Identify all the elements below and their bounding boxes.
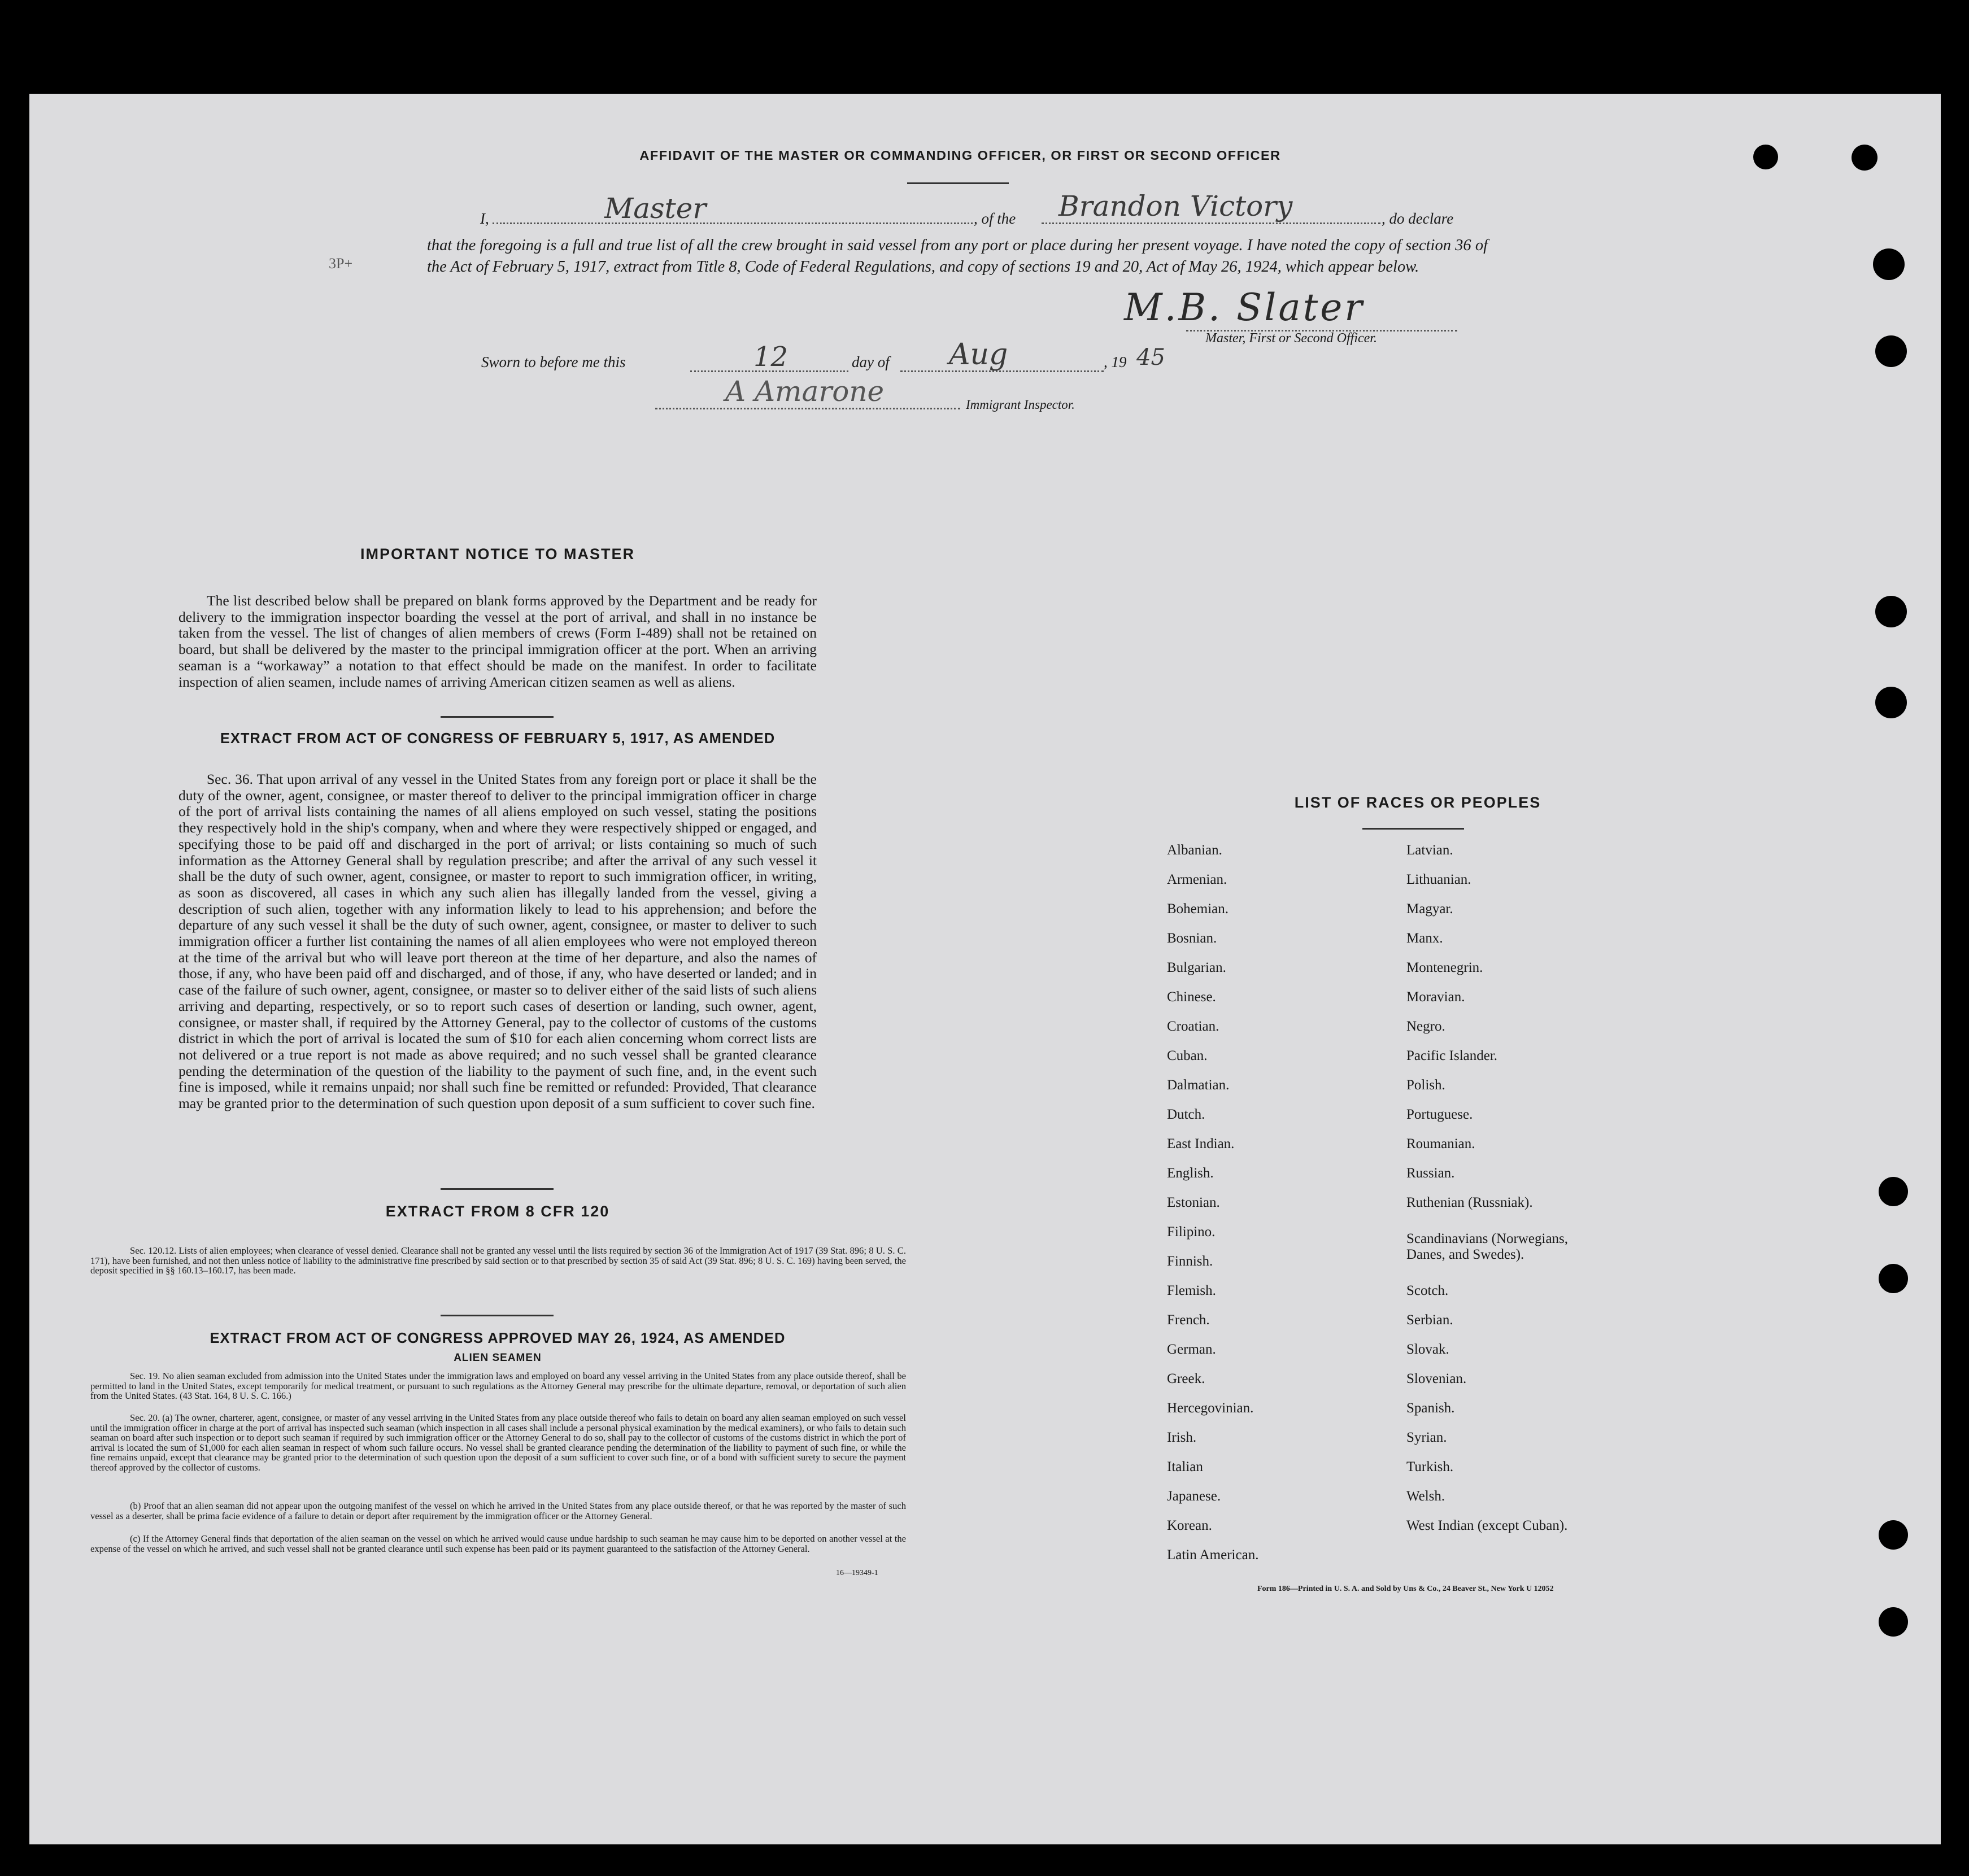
punch-hole [1879,1607,1908,1637]
signature-caption: Master, First or Second Officer. [1205,331,1377,346]
punch-hole [1875,687,1907,718]
vessel-name-value: Brandon Victory [1058,190,1293,222]
inspector-value: A Amarone [725,375,885,408]
race-item: Welsh. [1406,1489,1445,1504]
race-item: Negro. [1406,1019,1445,1034]
race-item: Spanish. [1406,1401,1455,1416]
race-item: Serbian. [1406,1312,1453,1328]
race-item: Bulgarian. [1167,960,1226,975]
race-item: Greek. [1167,1371,1205,1386]
race-item: Magyar. [1406,901,1453,917]
extract-1924-sec20b: (b) Proof that an alien seaman did not appear upon the outgoing manifest of the vessel on which he arrived in the United States from any place outside thereof, or that he was reported by the master of such vessel as a deserter, shall be prima facie evidence of a failure to detain or deport after requirement by the immigration officer or the Attorney General. [90,1500,906,1521]
signature-value: M.B. Slater [1124,286,1365,329]
race-item: Slovak. [1406,1342,1449,1357]
extract-1924-heading: EXTRACT FROM ACT OF CONGRESS APPROVED MAY 26, 1924, AS AMENDED [210,1330,786,1346]
race-item: Dalmatian. [1167,1077,1230,1093]
race-item: Slovenian. [1406,1371,1467,1386]
section-rule [441,1315,554,1316]
extract-1917-heading: EXTRACT FROM ACT OF CONGRESS OF FEBRUARY 5, 1917, AS AMENDED [220,731,776,747]
race-item: Latvian. [1406,843,1453,858]
race-item: Hercegovinian. [1167,1401,1254,1416]
race-item: Cuban. [1167,1048,1208,1063]
sworn-label: Sworn to before me this [481,354,626,370]
race-item: Chinese. [1167,989,1216,1005]
section-rule [441,716,554,718]
year-value: 45 [1136,344,1165,370]
affidavit-body: that the foregoing is a full and true list of all the crew brought in said vessel from any port or place during her present voyage. I have noted the copy of section 36 of the Act of February 5, 1917, extract from Title 8, Code of Federal Regulations, and copy of sections 19 and 20, Act of May 26, 1924, which appear below. [427,237,1488,276]
race-item: Roumanian. [1406,1136,1475,1151]
alien-seamen-subheading: ALIEN SEAMEN [454,1352,542,1364]
punch-hole [1879,1520,1908,1550]
race-item: Italian [1167,1459,1203,1474]
month-value: Aug [949,338,1008,372]
master-name-value: Master [604,192,707,225]
extract-1924-sec19: Sec. 19. No alien seaman excluded from admission into the United States under the immigration laws and employed on board any vessel arriving in the United States from any place outside thereof, shall be permitted to land in the United States, except temporarily for medical treatment, or pursuant to such regulations as the Attorney General may prescribe for the ultimate departure, removal, or deportation of such alien from the United States. (43 Stat. 164, 8 U. S. C. 166.) [90,1371,906,1402]
race-item: West Indian (except Cuban). [1406,1518,1568,1533]
race-item: Manx. [1406,931,1443,946]
race-item: French. [1167,1312,1210,1328]
punch-hole [1879,1264,1908,1293]
punch-hole [1879,1177,1908,1206]
punch-hole [1852,145,1877,171]
race-item: Estonian. [1167,1195,1220,1210]
race-item: Korean. [1167,1518,1212,1533]
year-prefix: , 19 [1104,354,1127,370]
day-value: 12 [753,341,789,373]
race-item: Albanian. [1167,843,1222,858]
race-item: Scandinavians (Norwegians, Danes, and Swedes). [1406,1231,1569,1262]
notice-heading: IMPORTANT NOTICE TO MASTER [360,546,635,562]
punch-hole [1875,596,1907,627]
punch-hole [1753,145,1778,169]
race-item: German. [1167,1342,1216,1357]
race-item: Lithuanian. [1406,872,1471,887]
race-item: Filipino. [1167,1224,1216,1240]
races-heading: LIST OF RACES OR PEOPLES [1294,794,1541,811]
i-label: I, [480,210,489,227]
punch-hole [1873,248,1905,280]
section-rule [441,1188,554,1190]
race-item: Turkish. [1406,1459,1454,1474]
day-of-label: day of [852,354,890,370]
race-item: Irish. [1167,1430,1197,1445]
race-item: Ruthenian (Russniak). [1406,1195,1533,1210]
extract-1924-sec20a: Sec. 20. (a) The owner, charterer, agent, consignee, or master of any vessel arriving in the United States from any place outside thereof who fails to detain on board any alien seaman employed on such vessel until the immigration officer in charge at the port of arrival has inspected such seaman (which inspection in all cases shall include a personal physical examination by the medical examiners), or who fails to detain such seaman on board after such inspection or to deport such seaman if required by such immigration officer or the Attorney General to do so, shall pay to the collector of customs of the customs district in which the port of arrival is located the sum of $1,000 for each alien seaman in respect of whom such failure occurs. No vessel shall be granted clearance pending the determination of the liability to payment of such fine, or while the fine remains unpaid, except that clearance may be granted prior to the determination of such question upon the deposit of a sum sufficient to cover such fine, or of a bond with sufficient surety to secure the payment thereof approved by the collector of customs. [90,1412,906,1473]
extract-1917-text: Sec. 36. That upon arrival of any vessel in the United States from any foreign port or place it shall be the duty of the owner, agent, consignee, or master thereof to deliver to the principal immigration officer in charge of the port of arrival lists containing the names of all aliens employed on such vessel, stating the positions they respectively hold in the ship's company, when and where they were respectively shipped or engaged, and specifying those to be paid off and discharged in the port of arrival; or lists containing so much of such information as the Attorney General shall by regulation prescribe; and after the arrival of any such vessel it shall be the duty of such owner, agent, consignee, or master to report to such immigration officer, in writing, as soon as discovered, all cases in which any such alien has illegally landed from the vessel, giving a description of such alien, together with any information likely to lead to his apprehension; and before the departure of any such vessel it shall be the duty of such owner, agent, consignee, or master to deliver to such immigration officer a further list containing the names of all alien employees who were not employed thereon at the time of the arrival but who will leave port thereon at the time of her departure, and also the names of those, if any, who have been paid off and discharged, and of those, if any, who have deserted or landed; and in case of the failure of such owner, agent, consignee, or master so to deliver either of the said lists of such aliens arriving and departing, respectively, or so to report such cases of desertion or landing, such owner, agent, consignee, or master shall, if required by the Attorney General, pay to the collector of customs of the customs district in which the port of arrival is located the sum of $10 for each alien concerning whom correct lists are not delivered or a true report is not made as above required; and no such vessel shall be granted clearance pending the determination of the question of the liability to the payment of such fine, and, in the event such fine is imposed, while it remains unpaid; nor shall such fine be remitted or refunded: Provided, That clearance may be granted prior to the determination of such question upon deposit of a sum sufficient to cover such fine. [178,771,817,1112]
race-item: Russian. [1406,1166,1455,1181]
race-item: Bosnian. [1167,931,1217,946]
signature-line [1186,305,1457,331]
race-item: Syrian. [1406,1430,1447,1445]
race-item: Flemish. [1167,1283,1216,1298]
race-item: Latin American. [1167,1547,1259,1563]
of-the-label: , of the [974,210,1016,227]
declare-label: , do declare [1382,210,1454,227]
race-item: Moravian. [1406,989,1465,1005]
extract-cfr-text: Sec. 120.12. Lists of alien employees; when clearance of vessel denied. Clearance shall not be granted any vessel until the lists required by section 36 of the Immigration Act of 1917 (39 Stat. 896; 8 U. S. C. 171), have been furnished, and not then unless notice of liability to the administrative fine prescribed by said section or to that prescribed by section 35 of said Act (39 Stat. 896; 8 U. S. C. 169) having been served, the deposit specified in §§ 160.13–160.17, has been made. [90,1245,906,1276]
race-item: Finnish. [1167,1254,1213,1269]
race-item: Scotch. [1406,1283,1449,1298]
punch-hole [1875,335,1907,367]
extract-1924-sec20c: (c) If the Attorney General finds that deportation of the alien seaman on the vessel on which he arrived would cause undue hardship to such seaman he may cause him to be deported on another vessel at the expense of the vessel on which he arrived, and such vessel shall not be granted clearance until such expense has been paid or its payment guaranteed to the satisfaction of the Attorney General. [90,1533,906,1554]
affidavit-heading: AFFIDAVIT OF THE MASTER OR COMMANDING OFFICER, OR FIRST OR SECOND OFFICER [639,148,1281,163]
race-item: Dutch. [1167,1107,1205,1122]
form-code: 16—19349-1 [836,1569,878,1577]
race-item: Polish. [1406,1077,1445,1093]
race-item: Bohemian. [1167,901,1229,917]
race-item: Armenian. [1167,872,1227,887]
margin-mark: 3P+ [329,255,353,272]
extract-cfr-heading: EXTRACT FROM 8 CFR 120 [385,1203,610,1220]
race-item: Portuguese. [1406,1107,1473,1122]
race-item: Croatian. [1167,1019,1219,1034]
race-item: English. [1167,1166,1214,1181]
race-item: Japanese. [1167,1489,1221,1504]
race-item: East Indian. [1167,1136,1235,1151]
printer-imprint: Form 186—Printed in U. S. A. and Sold by Uns & Co., 24 Beaver St., New York U 12052 [1257,1585,1554,1593]
heading-rule [907,182,1009,184]
races-heading-rule [1362,828,1464,830]
inspector-caption: Immigrant Inspector. [966,398,1075,412]
race-item: Montenegrin. [1406,960,1483,975]
notice-text: The list described below shall be prepared on blank forms approved by the Department and be ready for delivery to the immigration inspector boarding the vessel at the port of arrival, and shall in no instance be taken from the vessel. The list of changes of alien members of crews (Form I-489) shall not be retained on board, but shall be delivered by the master to the principal immigration officer at the port. When an arriving seaman is a “workaway” a notation to that effect should be made on the manifest. In order to facilitate inspection of alien seamen, include names of arriving American citizen seamen as well as aliens. [178,592,817,690]
master-name-field [493,198,973,224]
race-item: Pacific Islander. [1406,1048,1498,1063]
